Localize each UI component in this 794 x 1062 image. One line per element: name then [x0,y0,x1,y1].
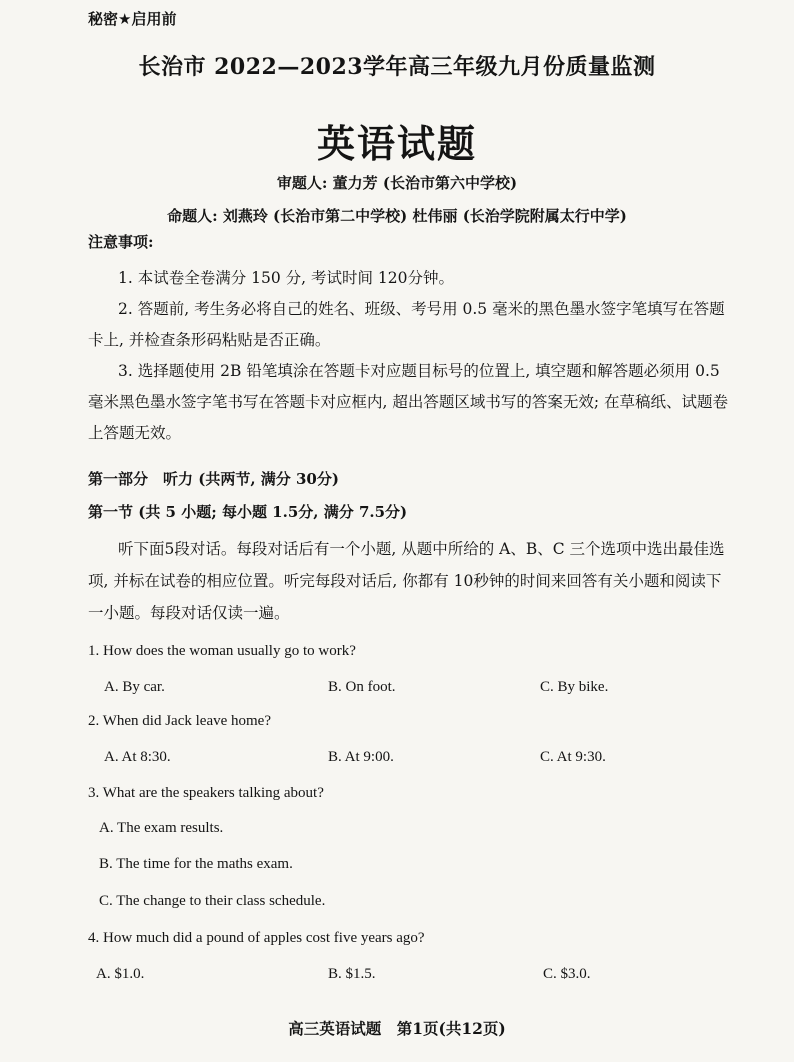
listening-instructions-text: 听下面5段对话。每段对话后有一个小题, 从题中所给的 A、B、C 三个选项中选出最佳选项, 并标在试卷的相应位置。听完每段对话后, 你都有 10秒钟的时间来回答有关小题和阅读下一小题。每段对话仅读一遍。 [88,540,725,622]
question-2-option-c: C. At 9:30. [540,749,606,765]
question-1: 1. How does the woman usually go to work? [88,643,356,659]
question-2-option-a: A. At 8:30. [104,749,171,765]
note-item-2-text: 2. 答题前, 考生务必将自己的姓名、班级、考号用 0.5 毫米的黑色墨水签字笔填写在答题卡上, 并检查条形码粘贴是否正确。 [88,300,725,349]
question-3-option-b: B. The time for the maths exam. [99,856,293,872]
question-1-option-c: C. By bike. [540,679,609,695]
question-2: 2. When did Jack leave home? [88,713,271,729]
question-3-option-a: A. The exam results. [99,820,224,836]
note-item-2 [88,294,728,356]
listening-instructions [88,533,728,629]
question-4: 4. How much did a pound of apples cost five years ago? [88,930,425,946]
question-1-option-b: B. On foot. [328,679,396,695]
note-item-1 [88,263,728,294]
exam-title: 长治市 2022—2023学年高三年级九月份质量监测 [138,54,656,80]
part1-title: 第一部分 听力 (共两节, 满分 30分) [88,470,339,488]
question-4-option-b: B. $1.5. [328,966,376,982]
question-3-option-c: C. The change to their class schedule. [99,893,326,909]
confidential-label: 秘密★启用前 [88,10,177,28]
note-item-3-text: 3. 选择题使用 2B 铅笔填涂在答题卡对应题目标号的位置上, 填空题和解答题必须用 0.5 毫米黑色墨水签字笔书写在答题卡对应框内, 超出答题区域书写的答案无效; 在草稿纸、试题卷上答题无效。 [88,362,729,442]
question-1-option-a: A. By car. [104,679,165,695]
note-item-3 [88,356,728,449]
note-item-1-text: 1. 本试卷全卷满分 150 分, 考试时间 120分钟。 [118,269,455,287]
question-4-option-a: A. $1.0. [96,966,145,982]
notes-heading: 注意事项: [88,233,154,251]
question-4-option-c: C. $3.0. [543,966,591,982]
question-2-option-b: B. At 9:00. [328,749,394,765]
authors-line: 命题人: 刘燕玲 (长治市第二中学校) 杜伟丽 (长治学院附属太行中学) [167,207,627,225]
section1-title: 第一节 (共 5 小题; 每小题 1.5分, 满分 7.5分) [88,503,408,521]
reviewer-line: 审题人: 董力芳 (长治市第六中学校) [276,174,518,192]
page-footer: 高三英语试题 第1页(共12页) [288,1019,506,1038]
question-3: 3. What are the speakers talking about? [88,785,324,801]
subject-title: 英语试题 [316,121,477,166]
